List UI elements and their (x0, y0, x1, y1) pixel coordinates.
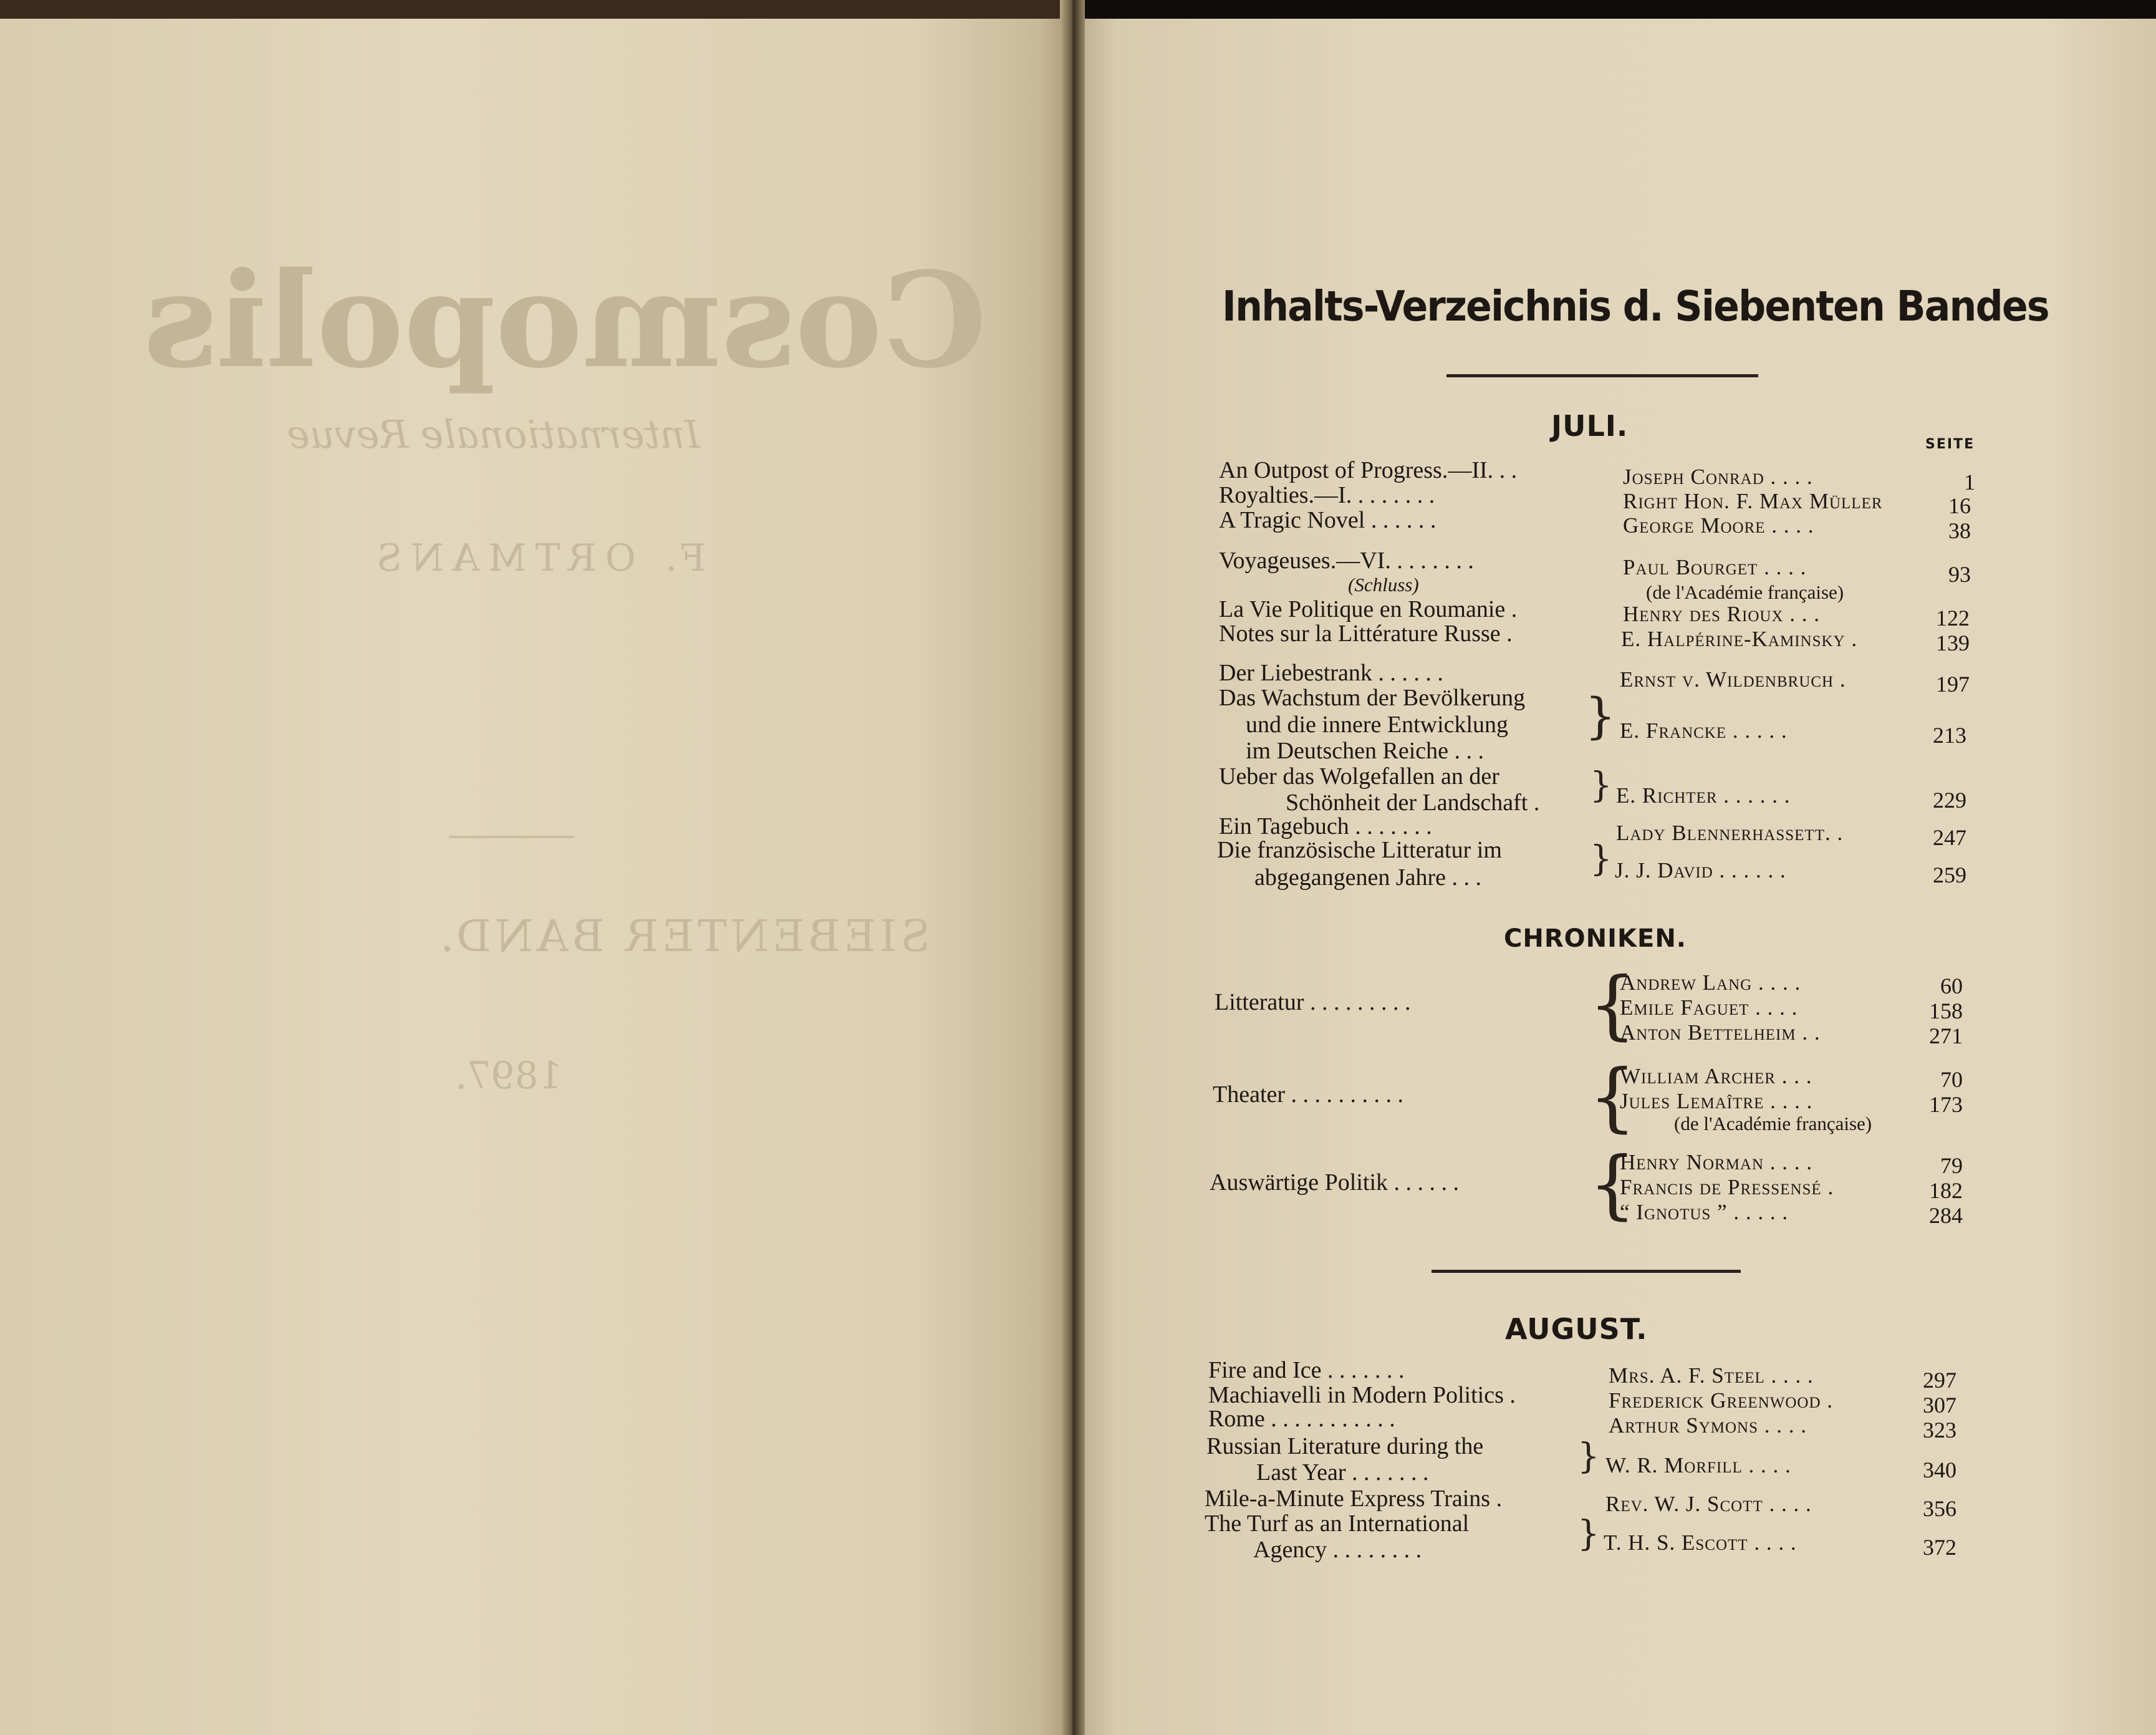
entry-author: T. H. S. Escott . . . . (1604, 1530, 1797, 1555)
entry-author: Lady Blennerhassett. . (1616, 821, 1844, 845)
chronik-page: 284 (1929, 1203, 1963, 1228)
chronik-page: 271 (1929, 1023, 1963, 1048)
entry-title: An Outpost of Progress.—II. . . (1219, 457, 1518, 483)
entry-author: Ernst v. Wildenbruch . (1620, 667, 1846, 692)
chronik-author: William Archer . . . (1620, 1064, 1812, 1088)
entry-page: 323 (1923, 1418, 1956, 1443)
entry-page: 307 (1923, 1393, 1956, 1418)
entry-page: 356 (1923, 1496, 1956, 1521)
entry-page: 229 (1933, 788, 1966, 813)
entry-author: Paul Bourget . . . . (1623, 555, 1807, 579)
entry-page: 16 (1948, 493, 1971, 518)
entry-title-line: The Turf as an International (1205, 1510, 1470, 1537)
chronik-author: “ Ignotus ” . . . . . (1620, 1200, 1789, 1224)
entry-author: E. Francke . . . . . (1620, 718, 1788, 743)
seite-label: SEITE (1925, 437, 1975, 452)
entry-author: Right Hon. F. Max Müller (1623, 489, 1883, 513)
entry-page: 38 (1948, 518, 1971, 543)
title-rule (1446, 374, 1758, 377)
entry-title-line: abgegangenen Jahre . . . (1254, 864, 1482, 891)
entry-title: Der Liebestrank . . . . . . (1219, 660, 1443, 686)
entry-page: 1 (1964, 470, 1975, 495)
page-title: Inhalts-Verzeichnis d. Siebenten Bandes (1222, 282, 2049, 331)
entry-note: (Schluss) (1348, 574, 1419, 596)
section-title-juli: JULI. (1551, 409, 1629, 443)
entry-title: A Tragic Novel . . . . . . (1219, 507, 1437, 533)
entry-title-line: Schönheit der Landschaft . (1286, 790, 1540, 816)
entry-title: Royalties.—I. . . . . . . . (1219, 482, 1435, 508)
entry-title: Mile-a-Minute Express Trains . (1205, 1486, 1503, 1512)
show-through-editor: F. ORTMANS (368, 536, 706, 580)
entry-title: Notes sur la Littérature Russe . (1219, 621, 1513, 647)
entry-title: La Vie Politique en Roumanie . (1219, 596, 1518, 622)
chronik-author: Anton Bettelheim . . (1620, 1020, 1821, 1045)
entry-title-line: und die innere Entwicklung (1246, 712, 1509, 738)
entry-author: E. Halpérine-Kaminsky . (1621, 627, 1858, 651)
entry-page: 297 (1923, 1368, 1956, 1393)
entry-title: Machiavelli in Modern Politics . (1208, 1382, 1516, 1408)
chronik-label: Litteratur . . . . . . . . . (1215, 989, 1411, 1015)
entry-title-line: Last Year . . . . . . . (1256, 1459, 1429, 1486)
brace: { (1589, 1141, 1637, 1228)
chronik-author: Francis de Pressensé . (1620, 1175, 1834, 1199)
chronik-page: 79 (1940, 1153, 1963, 1178)
entry-author: J. J. David . . . . . . (1615, 858, 1786, 882)
brace: } (1577, 1436, 1600, 1477)
entry-title-line: Agency . . . . . . . . (1253, 1537, 1422, 1563)
show-through-band: SIEBENTER BAND. (436, 911, 931, 962)
section-rule (1432, 1270, 1741, 1273)
entry-title-line: Die französische Litteratur im (1217, 837, 1502, 863)
entry-title-line: im Deutschen Reiche . . . (1246, 738, 1485, 764)
chronik-page: 158 (1929, 998, 1963, 1023)
entry-page: 372 (1923, 1535, 1956, 1560)
chronik-page: 173 (1929, 1092, 1963, 1117)
entry-author: George Moore . . . . (1623, 513, 1814, 538)
entry-page: 93 (1948, 562, 1971, 587)
entry-author: Rev. W. J. Scott . . . . (1605, 1492, 1812, 1516)
entry-title: Ein Tagebuch . . . . . . . (1219, 813, 1432, 839)
brace: } (1577, 1514, 1600, 1554)
entry-author: Frederick Greenwood . (1609, 1388, 1834, 1413)
entry-author: W. R. Morfill . . . . (1605, 1453, 1791, 1477)
entry-page: 340 (1923, 1457, 1956, 1482)
entry-title-line: Russian Literature during the (1206, 1433, 1484, 1459)
entry-title-line: Ueber das Wolgefallen an der (1219, 763, 1499, 790)
entry-page: 247 (1933, 825, 1966, 850)
brace: } (1590, 765, 1612, 806)
chronik-label: Auswärtige Politik . . . . . . (1210, 1169, 1460, 1196)
entry-author: E. Richter . . . . . . (1616, 783, 1791, 808)
entry-page: 197 (1936, 672, 1970, 697)
entry-page: 259 (1933, 863, 1966, 887)
brace: { (1589, 1054, 1637, 1141)
entry-author: Joseph Conrad . . . . (1623, 465, 1813, 489)
entry-title: Rome . . . . . . . . . . . (1208, 1406, 1395, 1432)
chronik-label: Theater . . . . . . . . . . (1213, 1081, 1404, 1108)
entry-title: Fire and Ice . . . . . . . (1208, 1357, 1405, 1383)
entry-title: Voyageuses.—VI. . . . . . . . (1219, 548, 1474, 574)
chronik-author: Andrew Lang . . . . (1620, 970, 1801, 995)
entry-author: Mrs. A. F. Steel . . . . (1609, 1363, 1814, 1388)
chronik-page: 70 (1940, 1067, 1963, 1092)
entry-author: Henry des Rioux . . . (1623, 602, 1821, 626)
show-through-title: Cosmopolis (143, 243, 987, 397)
entry-note: (de l'Académie française) (1646, 581, 1844, 603)
chronik-note: (de l'Académie française) (1674, 1113, 1872, 1134)
chronik-page: 182 (1929, 1178, 1963, 1203)
entry-page: 139 (1936, 631, 1970, 655)
entry-page: 122 (1936, 606, 1970, 631)
brace: } (1585, 689, 1616, 745)
chronik-author: Emile Faguet . . . . (1620, 995, 1798, 1020)
entry-page: 213 (1933, 723, 1966, 748)
section-title-chroniken: CHRONIKEN. (1504, 924, 1687, 953)
show-through-subtitle: Internationale Revue (287, 412, 700, 457)
chronik-author: Henry Norman . . . . (1620, 1150, 1813, 1174)
brace: } (1590, 839, 1612, 879)
show-through-year: 1897. (455, 1054, 562, 1098)
brace: { (1589, 962, 1637, 1048)
entry-author: Arthur Symons . . . . (1609, 1413, 1807, 1438)
entry-title-line: Das Wachstum der Bevölkerung (1219, 685, 1526, 711)
chronik-page: 60 (1940, 974, 1963, 998)
section-title-august: AUGUST. (1505, 1312, 1648, 1346)
chronik-author: Jules Lemaître . . . . (1620, 1089, 1813, 1113)
